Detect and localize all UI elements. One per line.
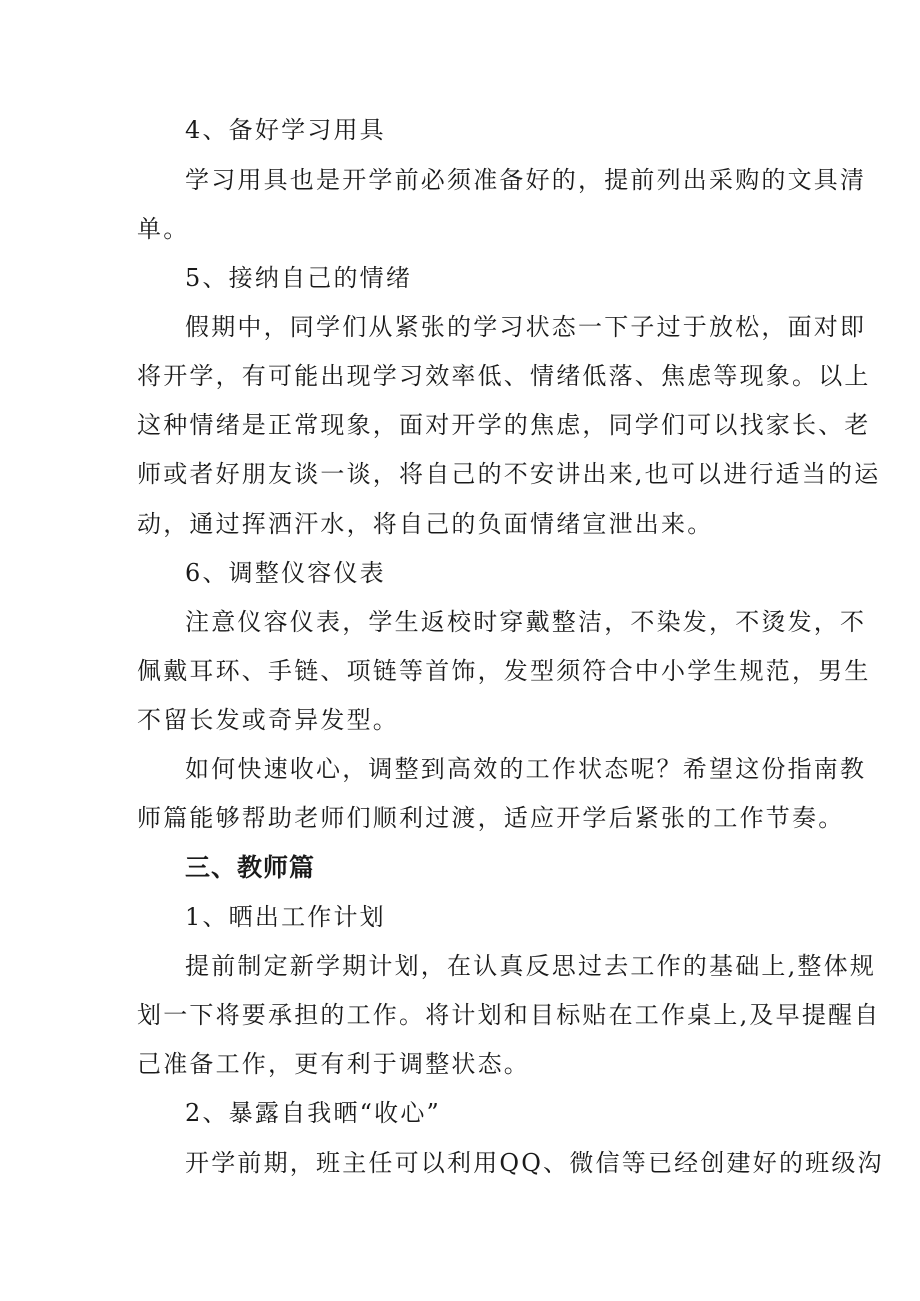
paragraph-line: 如何快速收心，调整到高效的工作状态呢？希望这份指南教: [185, 755, 867, 783]
paragraph-line: 己准备工作，更有利于调整状态。: [137, 1050, 530, 1078]
paragraph-line: 提前制定新学期计划，在认真反思过去工作的基础上,整体规: [185, 952, 877, 980]
paragraph-line: 划一下将要承担的工作。将计划和目标贴在工作桌上,及早提醒自: [137, 1001, 881, 1029]
paragraph-line: 这种情绪是正常现象，面对开学的焦虑，同学们可以找家长、老: [137, 411, 871, 439]
section-title-teachers: 三、教师篇: [185, 853, 316, 882]
paragraph-line: 注意仪容仪表，学生返校时穿戴整洁，不染发，不烫发，不: [185, 608, 867, 636]
paragraph-line: 假期中，同学们从紧张的学习状态一下子过于放松，面对即: [185, 313, 867, 341]
heading-expose-self: 2、暴露自我晒“收心”: [185, 1099, 442, 1127]
heading-adjust-appearance: 6、调整仪容仪表: [185, 559, 386, 587]
heading-prepare-supplies: 4、备好学习用具: [185, 116, 386, 144]
paragraph-line: 开学前期，班主任可以利用QQ、微信等已经创建好的班级沟: [185, 1149, 884, 1177]
paragraph-line: 佩戴耳环、手链、项链等首饰，发型须符合中小学生规范，男生: [137, 657, 871, 685]
paragraph-line: 学习用具也是开学前必须准备好的，提前列出采购的文具清: [185, 166, 867, 194]
paragraph-line: 动，通过挥洒汗水，将自己的负面情绪宣泄出来。: [137, 510, 714, 538]
paragraph-line: 不留长发或奇异发型。: [137, 706, 399, 734]
paragraph-line: 单。: [137, 215, 190, 243]
heading-accept-emotions: 5、接纳自己的情绪: [185, 264, 413, 292]
paragraph-line: 师篇能够帮助老师们顺利过渡，适应开学后紧张的工作节奏。: [137, 804, 845, 832]
paragraph-line: 将开学，有可能出现学习效率低、情绪低落、焦虑等现象。以上: [137, 362, 871, 390]
paragraph-line: 师或者好朋友谈一谈，将自己的不安讲出来,也可以进行适当的运: [137, 460, 881, 488]
heading-work-plan: 1、晒出工作计划: [185, 903, 386, 931]
